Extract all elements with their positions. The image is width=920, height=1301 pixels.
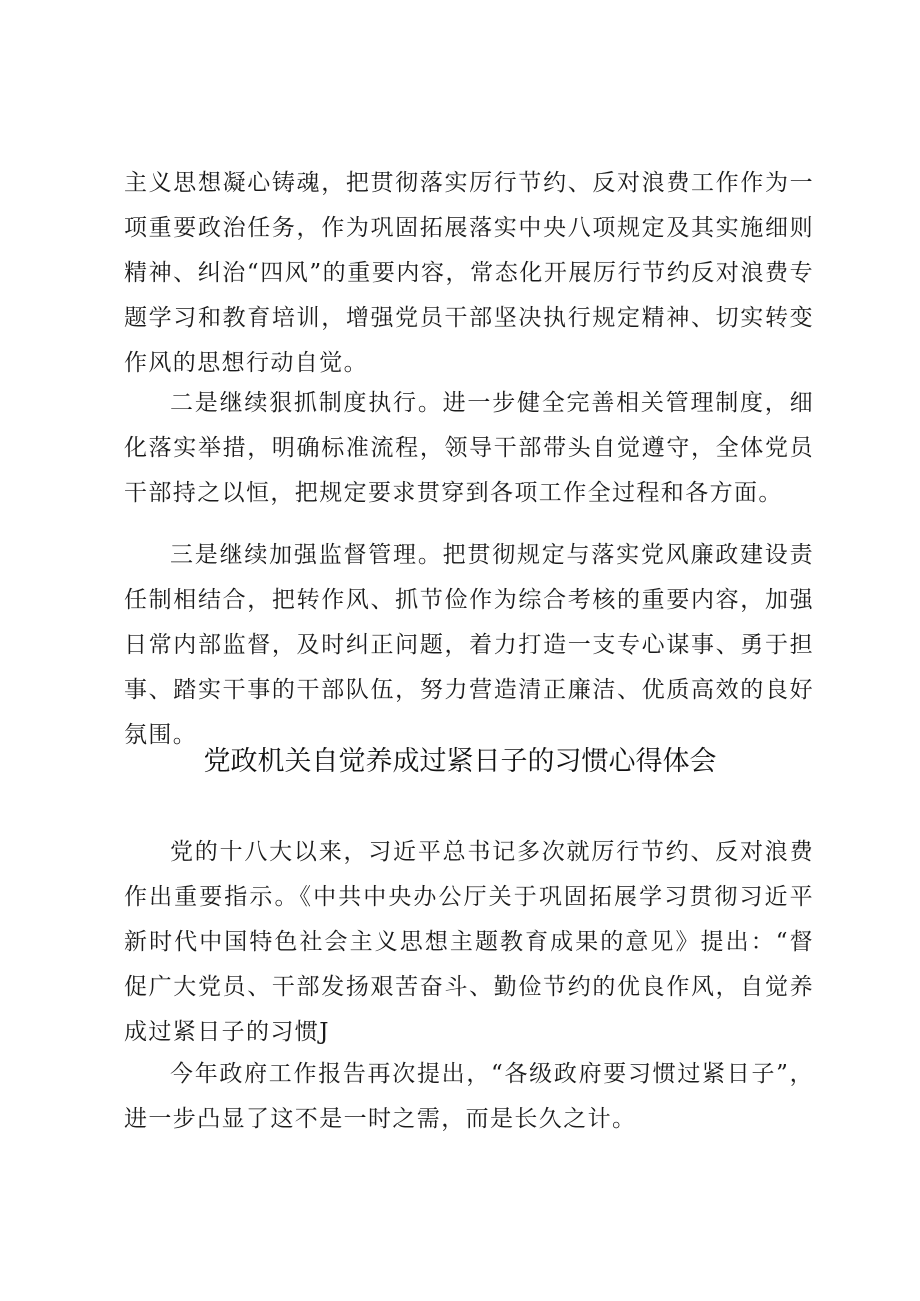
paragraph-point-three: 三是继续加强监督管理。把贯彻规定与落实党风廉政建设责任制相结合，把转作风、抓节俭作为综合考核的重要内容，加强日常内部监督，及时纠正问题，着力打造一支专心谋事、勇于担事、踏实干事的干部队伍，努力营造清正廉洁、优质高效的良好氛围。 [124,542,814,748]
paragraph-intro: 党的十八大以来，习近平总书记多次就厉行节约、反对浪费作出重要指示。《中共中央办公厅关于巩固拓展学习贯彻习近平新时代中国特色社会主义思想主题教育成果的意见》提出：“督促广大党员、干部发扬艰苦奋斗、勤俭节约的优良作风，自觉养成过紧日子的习惯J [124,839,814,1045]
paragraph-continuation: 主义思想凝心铸魂，把贯彻落实厉行节约、反对浪费工作作为一项重要政治任务，作为巩固拓展落实中央八项规定及其实施细则精神、纠治“四风”的重要内容，常态化开展厉行节约反对浪费专题学习和教育培训，增强党员干部坚决执行规定精神、切实转变作风的思想行动自觉。 [124,170,814,376]
article-title: 党政机关自觉养成过紧日子的习惯心得体会 [203,746,717,777]
paragraph-report: 今年政府工作报告再次提出，“各级政府要习惯过紧日子”，进一步凸显了这不是一时之需，而是长久之计。 [124,1061,814,1132]
paragraph-point-two: 二是继续狠抓制度执行。进一步健全完善相关管理制度，细化落实举措，明确标准流程，领导干部带头自觉遵守，全体党员干部持之以恒，把规定要求贯穿到各项工作全过程和各方面。 [124,390,814,506]
